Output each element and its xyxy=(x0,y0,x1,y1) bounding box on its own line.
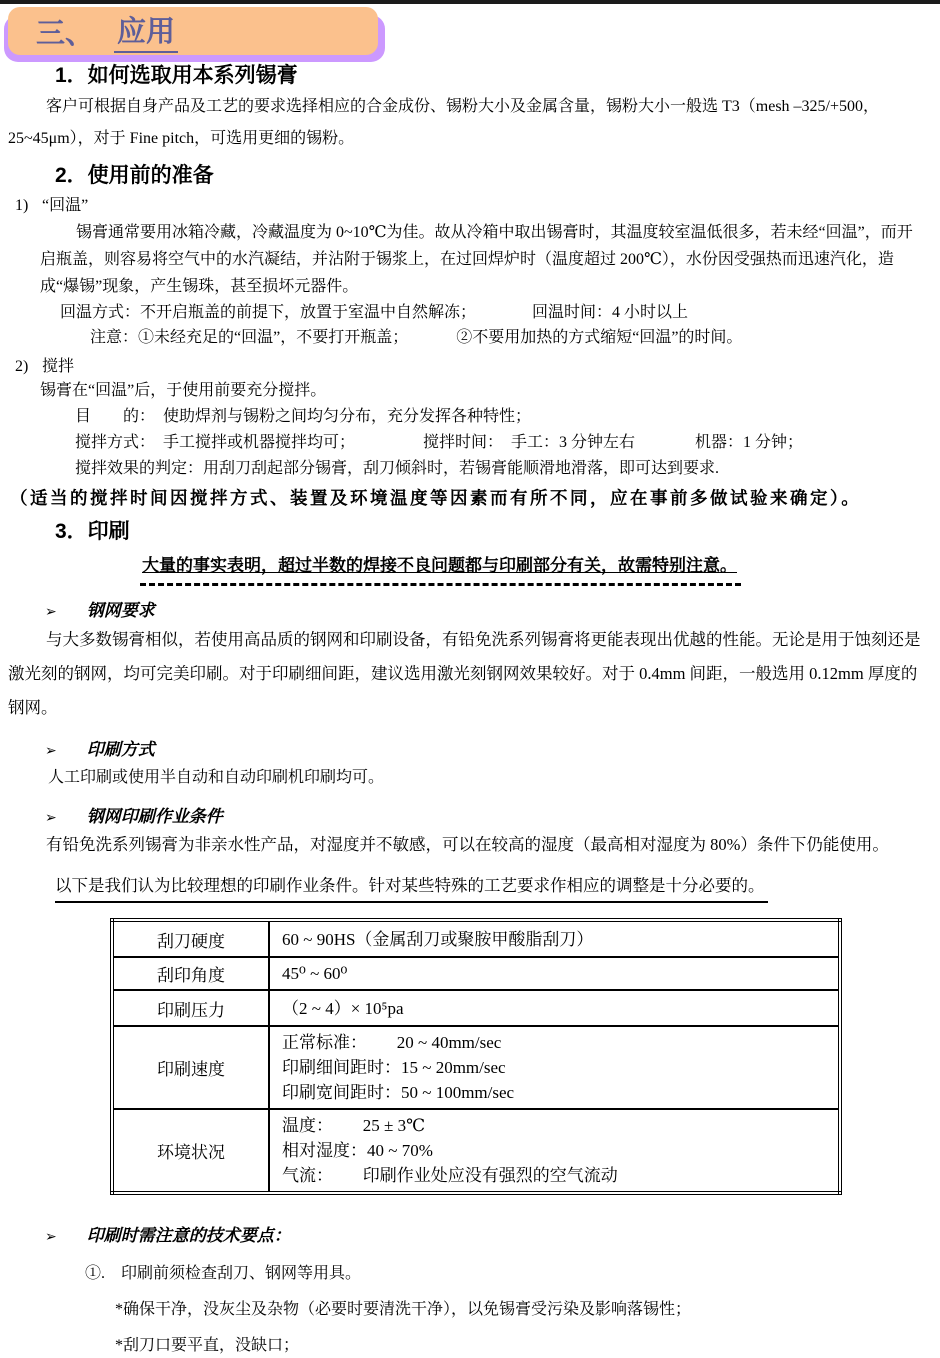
row-value-line: 正常标准： 20 ~ 40mm/sec xyxy=(282,1033,502,1052)
stir-judge: 搅拌效果的判定：用刮刀刮起部分锡膏，刮刀倾斜时，若锡膏能顺滑地滑落，即可达到要求. xyxy=(75,460,720,477)
bullet-title: 印刷时需注意的技术要点： xyxy=(86,1226,291,1245)
banner-face xyxy=(8,7,378,55)
rewarm-time-text: 回温时间：4 小时以上 xyxy=(532,304,689,321)
tech-point-star: *刮刀口要平直，没缺口； xyxy=(115,1337,300,1354)
heading-preparation: 2．使用前的准备 xyxy=(55,164,214,187)
banner-prefix: 三、 xyxy=(36,17,95,50)
line-rewarm-note xyxy=(90,325,940,350)
rewarm-method-text: 回温方式：不开启瓶盖的前提下，放置于室温中自然解冻； xyxy=(60,304,477,321)
page-top-border xyxy=(0,0,940,4)
rewarm-note-1: 注意：①未经充足的“回温”，不要打开瓶盖； xyxy=(90,329,409,346)
list-marker: 1) xyxy=(15,197,29,214)
heading-select-paste: 1．如何选取用本系列锡膏 xyxy=(55,64,298,87)
row-value: （2 ~ 4）× 10⁵pa xyxy=(282,998,404,1018)
row-label: 环境状况 xyxy=(112,1109,269,1193)
row-label: 印刷压力 xyxy=(112,990,269,1026)
list-label: “回温” xyxy=(42,197,89,214)
table-row xyxy=(112,1026,840,1109)
bullet-title: 钢网印刷作业条件 xyxy=(86,807,223,826)
heading-printing: 3．印刷 xyxy=(55,520,130,543)
table-row xyxy=(112,1109,840,1193)
row-value-line: 印刷宽间距时：50 ~ 100mm/sec xyxy=(282,1083,515,1102)
row-value-line: 气流： 印刷作业处应没有强烈的空气流动 xyxy=(282,1166,618,1185)
row-value: 60 ~ 90HS（金属刮刀或聚胺甲酸脂刮刀） xyxy=(282,929,594,949)
arrowhead-bullet-icon: ➢ xyxy=(45,1229,57,1245)
arrowhead-bullet-icon: ➢ xyxy=(45,604,57,620)
list-label: 搅拌 xyxy=(42,358,75,375)
paragraph-stencil-conditions: 有铅免洗系列锡膏为非亲水性产品，对湿度并不敏感，可以在较高的湿度（最高相对湿度为 80%）条件下仍能使用。 xyxy=(46,835,889,854)
paragraph-rewarming: 锡膏通常要用冰箱冷藏，冷藏温度为 0~10℃为佳。故从冷箱中取出锡膏时，其温度较室温低很多，若未经“回温”，而开启瓶盖，则容易将空气中的水汽凝结，并沾附于锡浆上，在过回焊炉时（温度超过 200℃），水份因受强热而迅速汽化，造成“爆锡”现象，产生锡珠，甚至损坏元器件。 xyxy=(40,224,913,295)
bullet-title: 钢网要求 xyxy=(86,601,155,620)
table-row xyxy=(112,920,840,957)
stir-method-line xyxy=(75,430,940,456)
bullet-title: 印刷方式 xyxy=(86,740,155,759)
tech-point-1: ①. 印刷前须检查刮刀、钢网等用具。 xyxy=(85,1265,362,1282)
row-label: 印刷速度 xyxy=(112,1026,269,1109)
stir-bold-note: （适当的搅拌时间因搅拌方式、装置及环境温度等因素而有所不同，应在事前多做试验来确定）。 xyxy=(10,488,862,508)
printing-conditions-table xyxy=(110,918,842,1195)
paragraph-stencil-requirements: 与大多数锡膏相似，若使用高品质的钢网和印刷设备，有铅免洗系列锡膏将更能表现出优越的性能。无论是用于蚀刻还是激光刻的钢网，均可完美印刷。对于印刷细间距，建议选用激光刻钢网效果较好。对于 0.4mm 间距，一般选用 0.12mm 厚度的钢网。 xyxy=(8,630,921,717)
row-value: 45⁰ ~ 60⁰ xyxy=(282,964,348,983)
stir-purpose: 目 的： 使助焊剂与锡粉之间均匀分布，充分发挥各种特性； xyxy=(75,408,532,425)
table-row xyxy=(112,957,840,990)
rewarm-note-2: ②不要用加热的方式缩短“回温”的时间。 xyxy=(456,329,743,346)
list-item-rewarming xyxy=(15,195,940,217)
tech-point-star: *确保干净，没灰尘及杂物（必要时要清洗干净），以免锡膏受污染及影响落锡性； xyxy=(115,1301,692,1318)
bullet-stencil-conditions xyxy=(45,802,940,827)
section-banner xyxy=(8,7,378,55)
arrowhead-bullet-icon: ➢ xyxy=(45,810,57,826)
list-item-stirring xyxy=(15,356,940,378)
table-row xyxy=(112,990,840,1026)
ideal-conditions-row xyxy=(55,873,940,903)
list-marker: 2) xyxy=(15,358,29,375)
row-label: 刮刀硬度 xyxy=(112,920,269,957)
arrowhead-bullet-icon: ➢ xyxy=(45,743,57,759)
row-value-line: 温度： 25 ± 3℃ xyxy=(282,1116,426,1135)
line-rewarm-method xyxy=(60,300,940,325)
paragraph-select-paste: 客户可根据自身产品及工艺的要求选择相应的合金成份、锡粉大小及金属含量，锡粉大小一般选 T3（mesh –325/+500，25~45μm），对于 Fine pitch，可选用更细的锡粉。 xyxy=(8,98,880,147)
row-label: 刮印角度 xyxy=(112,957,269,990)
ideal-conditions-line: 以下是我们认为比较理想的印刷作业条件。针对某些特殊的工艺要求作相应的调整是十分必要的。 xyxy=(55,873,768,903)
bullet-stencil-requirements xyxy=(45,596,940,621)
stir-intro: 锡膏在“回温”后，于使用前要充分搅拌。 xyxy=(40,382,327,399)
printing-notice: 大量的事实表明，超过半数的焊接不良问题都与印刷部分有关，故需特别注意。 xyxy=(140,551,741,586)
stir-machine: 机器：1 分钟； xyxy=(695,434,804,451)
printing-notice-row xyxy=(140,551,940,586)
stir-method: 搅拌方式： 手工搅拌或机器搅拌均可； xyxy=(75,434,356,451)
row-value-line: 相对湿度：40 ~ 70% xyxy=(282,1141,433,1160)
stir-time: 搅拌时间： 手工：3 分钟左右 xyxy=(423,434,636,451)
bullet-technical-points xyxy=(45,1221,940,1246)
banner-title: 应用 xyxy=(114,9,178,53)
paragraph-printing-method: 人工印刷或使用半自动和自动印刷机印刷均可。 xyxy=(48,769,385,786)
row-value-line: 印刷细间距时：15 ~ 20mm/sec xyxy=(282,1058,506,1077)
bullet-printing-method xyxy=(45,735,940,760)
